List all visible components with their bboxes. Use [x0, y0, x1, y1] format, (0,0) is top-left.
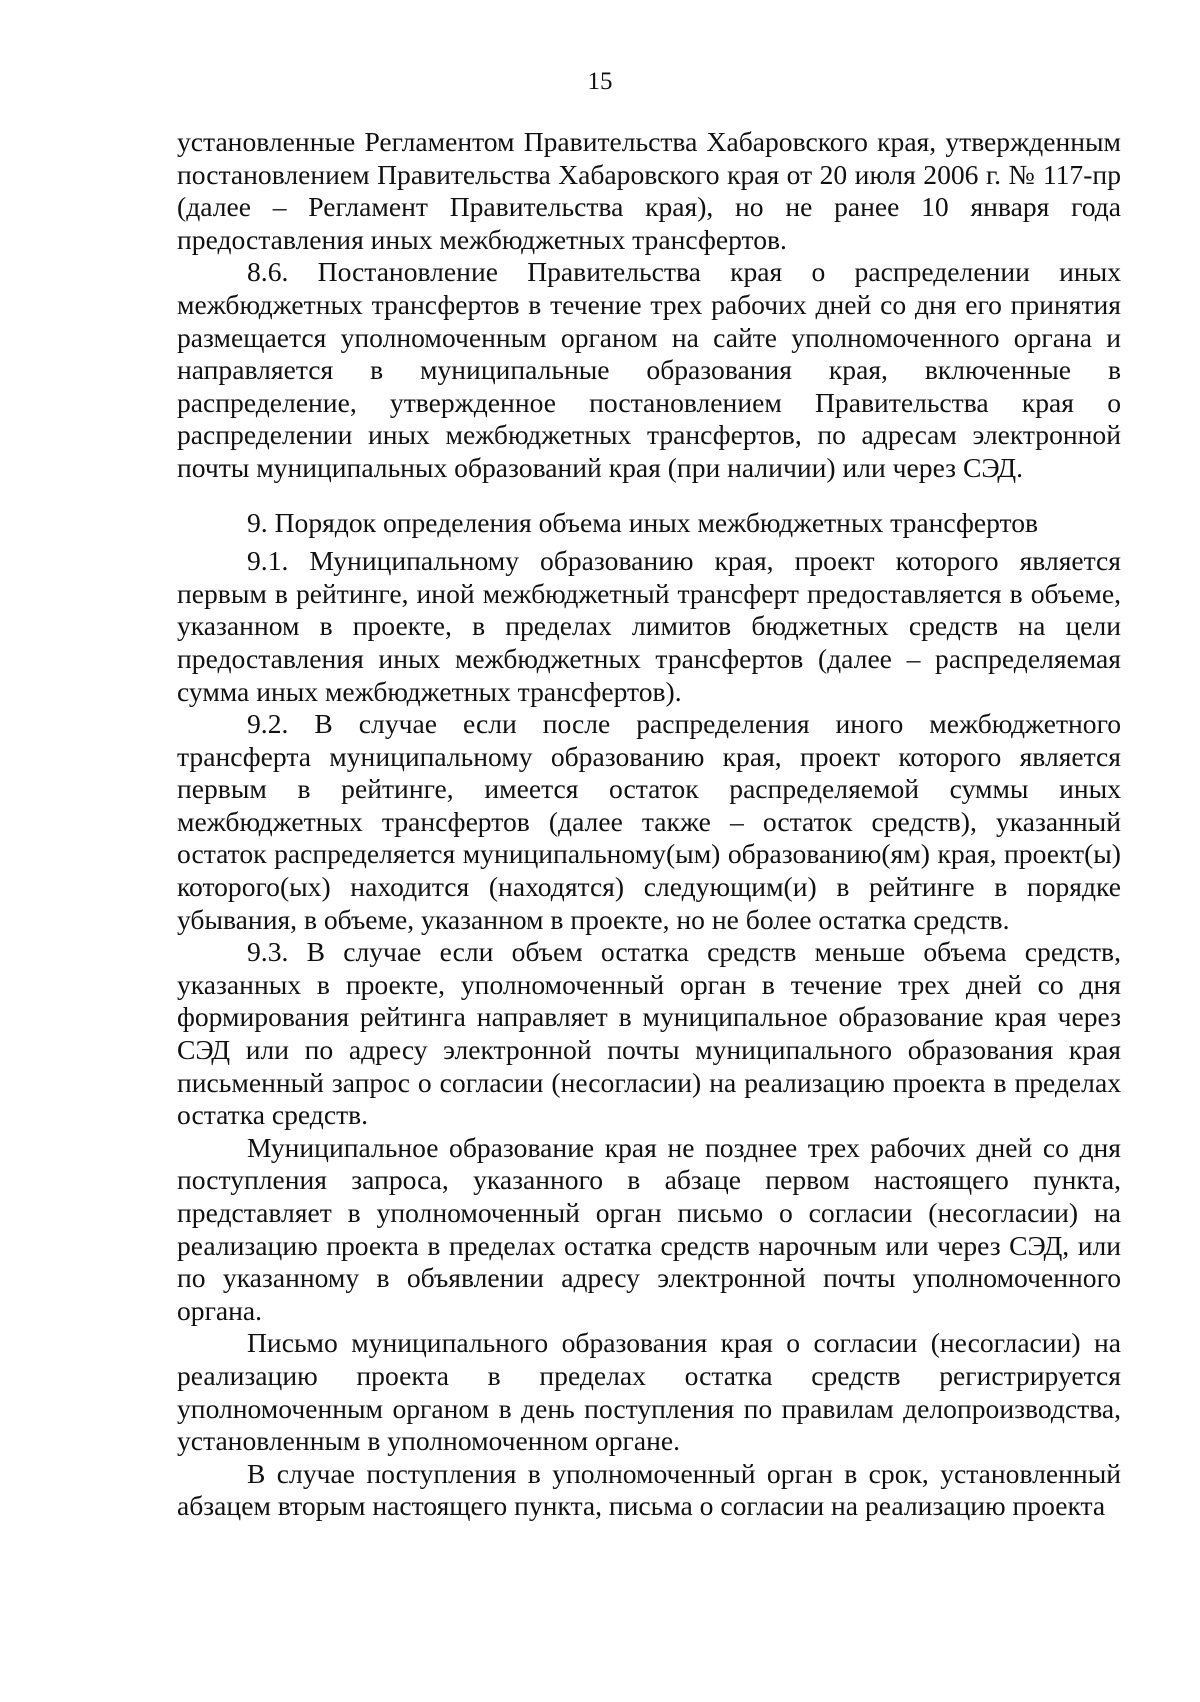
paragraph-9-3-third: Письмо муниципального образования края о согласии (несогласии) на реализацию проекта в пределах остатка средств регистрируется уполномоченным органом в день поступления по правилам делопроизводства, установленным в уполномоченном органе.: [177, 1327, 1121, 1457]
document-body: [177, 126, 1121, 1523]
paragraph-9-2: 9.2. В случае если после распределения иного межбюджетного трансферта муниципальному образованию края, проект которого является первым в рейтинге, имеется остаток распределяемой суммы иных межбюджетных трансфертов (далее также – остаток средств), указанный остаток распределяется муниципальному(ым) образованию(ям) края, проект(ы) которого(ых) находится (находятся) следующим(и) в рейтинге в порядке убывания, в объеме, указанном в проекте, но не более остатка средств.: [177, 708, 1121, 935]
paragraph-9-3: 9.3. В случае если объем остатка средств меньше объема средств, указанных в проекте, уполномоченный орган в течение трех дней со дня формирования рейтинга направляет в муниципальное образование края через СЭД или по адресу электронной почты муниципального образования края письменный запрос о согласии (несогласии) на реализацию проекта в пределах остатка средств.: [177, 936, 1121, 1131]
paragraph-continuation: установленные Регламентом Правительства Хабаровского края, утвержденным постановлением Правительства Хабаровского края от 20 июля 2006 г. № 117-пр (далее – Регламент Правительства края), но не ранее 10 января года предоставления иных межбюджетных трансфертов.: [177, 126, 1121, 255]
paragraph-9-1: 9.1. Муниципальному образованию края, проект которого является первым в рейтинге, иной межбюджетный трансферт предоставляется в объеме, указанном в проекте, в пределах лимитов бюджетных средств на цели предоставления иных межбюджетных трансфертов (далее – распределяемая сумма иных межбюджетных трансфертов).: [177, 545, 1121, 707]
section-heading-9: 9. Порядок определения объема иных межбюджетных трансфертов: [247, 506, 1039, 538]
paragraph-9-3-fourth: В случае поступления в уполномоченный орган в срок, установленный абзацем вторым настоящего пункта, письма о согласии на реализацию проекта: [177, 1457, 1121, 1522]
paragraph-9-3-second: Муниципальное образование края не позднее трех рабочих дней со дня поступления запроса, указанного в абзаце первом настоящего пункта, представляет в уполномоченный орган письмо о согласии (несогласии) на реализацию проекта в пределах остатка средств нарочным или через СЭД, или по указанному в объявлении адресу электронной почты уполномоченного органа.: [177, 1131, 1121, 1326]
paragraph-8-6: 8.6. Постановление Правительства края о распределении иных межбюджетных трансфертов в течение трех рабочих дней со дня его принятия размещается уполномоченным органом на сайте уполномоченного органа и направляется в муниципальные образования края, включенные в распределение, утвержденное постановлением Правительства края о распределении иных межбюджетных трансфертов, по адресам электронной почты муниципальных образований края (при наличии) или через СЭД.: [177, 256, 1121, 483]
page-number: 15: [587, 68, 613, 95]
